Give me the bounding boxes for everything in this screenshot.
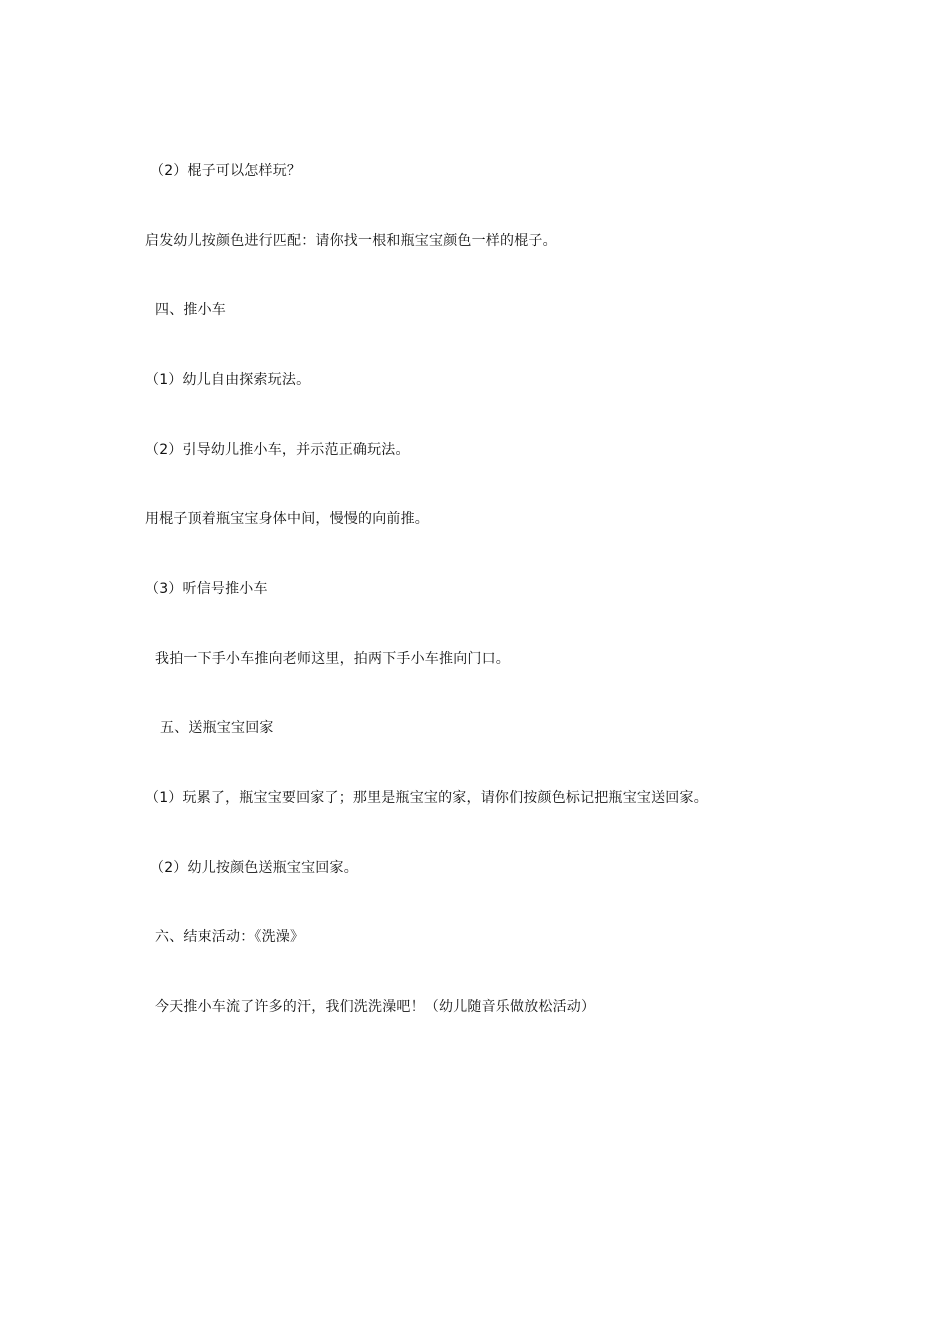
paragraph-body: 今天推小车流了许多的汗，我们洗洗澡吧！（幼儿随音乐做放松活动） bbox=[155, 999, 596, 1015]
section-heading: 四、推小车 bbox=[155, 302, 226, 318]
section-heading: 五、送瓶宝宝回家 bbox=[160, 720, 274, 736]
paragraph-sub-item: （2）棍子可以怎样玩？ bbox=[150, 163, 302, 179]
section-heading: 六、结束活动：《洗澡》 bbox=[155, 929, 305, 945]
paragraph-sub-item: （2）引导幼儿推小车，并示范正确玩法。 bbox=[145, 442, 410, 458]
paragraph-sub-item: （1）玩累了，瓶宝宝要回家了；那里是瓶宝宝的家，请你们按颜色标记把瓶宝宝送回家。 bbox=[145, 790, 708, 806]
paragraph-sub-item: （1）幼儿自由探索玩法。 bbox=[145, 372, 311, 388]
paragraph-sub-item: （2）幼儿按颜色送瓶宝宝回家。 bbox=[150, 860, 358, 876]
paragraph-body: 用棍子顶着瓶宝宝身体中间，慢慢的向前推。 bbox=[145, 511, 429, 527]
paragraph-body: 启发幼儿按颜色进行匹配：请你找一根和瓶宝宝颜色一样的棍子。 bbox=[145, 233, 557, 249]
paragraph-body: 我拍一下手小车推向老师这里，拍两下手小车推向门口。 bbox=[155, 651, 510, 667]
paragraph-sub-item: （3）听信号推小车 bbox=[145, 581, 268, 597]
